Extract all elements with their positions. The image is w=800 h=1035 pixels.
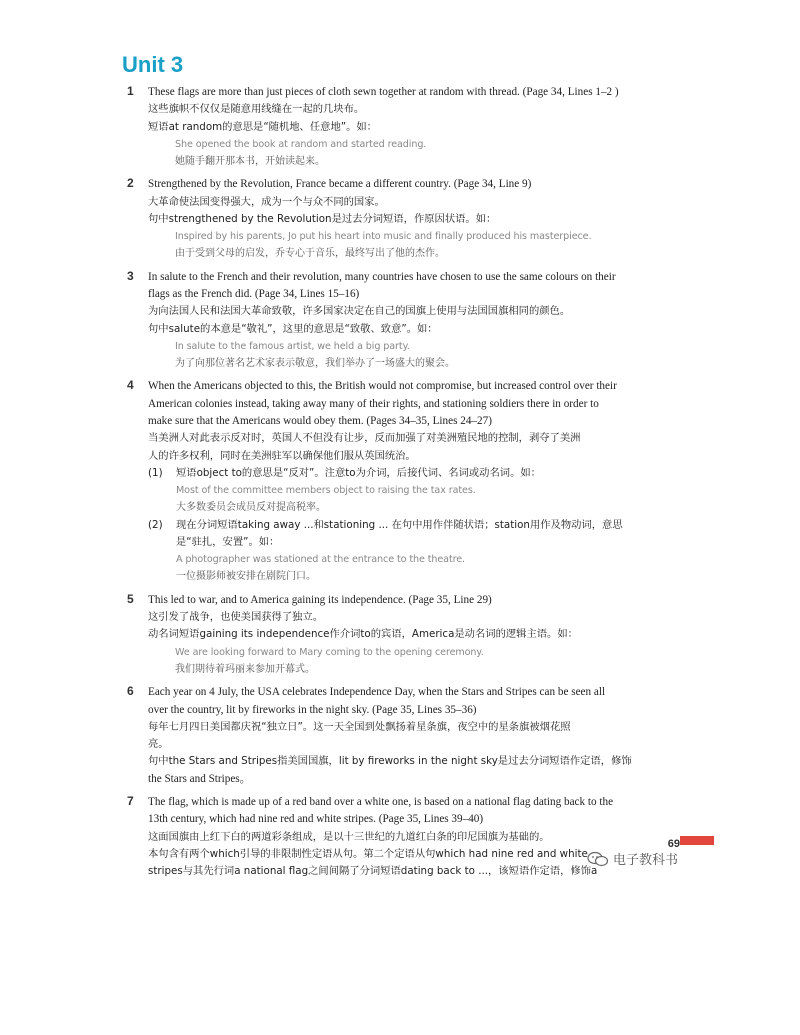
sub-note-number: (1): [148, 466, 163, 479]
explanation: 短语object to的意思是“反对”。注意to为介词，后接代词、名词或动名词。如：: [176, 466, 541, 479]
example-chinese: 大多数委员会成员反对提高税率。: [176, 502, 326, 514]
chinese-translation: 人的许多权利，同时在美洲驻军以确保他们服从英国统治。: [148, 449, 416, 462]
example-english: Inspired by his parents, Jo put his heart into music and finally produced his masterpiece.: [175, 231, 592, 243]
item-number: 2: [127, 176, 134, 191]
sub-note-number: (2): [148, 518, 163, 531]
english-sentence: When the Americans objected to this, the British would not compromise, but increased control over their: [148, 380, 617, 393]
item-number: 1: [127, 84, 134, 98]
explanation: 句中salute的本意是“敬礼”，这里的意思是“致敬、致意”。如：: [148, 322, 438, 335]
note-item: [127, 84, 687, 170]
sub-note: [148, 465, 687, 517]
explanation: stripes与其先行词a national flag之间间隔了分词短语dating back to ...，该短语作定语，修饰a: [148, 865, 598, 878]
chinese-translation: 大革命使法国变得强大，成为一个与众不同的国家。: [148, 195, 385, 208]
english-sentence: This led to war, and to America gaining its independence. (Page 35, Line 29): [148, 593, 492, 606]
example-chinese: 一位摄影师被安排在剧院门口。: [176, 571, 316, 583]
example-english: In salute to the famous artist, we held a big party.: [175, 340, 410, 352]
example-english: She opened the book at random and started reading.: [175, 138, 427, 150]
explanation: 现在分词短语taking away ...和stationing ... 在句中用作伴随状语；station用作及物动词，意思: [176, 518, 623, 531]
item-number: 7: [127, 794, 134, 809]
example-chinese: 为了向那位著名艺术家表示敬意，我们举办了一场盛大的聚会。: [175, 357, 455, 369]
chinese-translation: 每年七月四日美国都庆祝“独立日”。这一天全国到处飘扬着星条旗，夜空中的星条旗被烟花照: [148, 720, 571, 733]
explanation: 短语at random的意思是“随机地、任意地”。如：: [148, 120, 377, 133]
english-sentence: over the country, lit by fireworks in the night sky. (Page 35, Lines 35–36): [148, 703, 477, 716]
note-item: [127, 684, 687, 788]
english-sentence: These flags are more than just pieces of cloth sewn together at random with thread. (Page 34, Lines 1–2 ): [148, 86, 619, 98]
example-chinese: 她随手翻开那本书，开始读起来。: [175, 155, 325, 167]
page-number: 69: [667, 838, 680, 850]
explanation: 本句含有两个which引导的非限制性定语从句。第二个定语从句which had nine red and white: [148, 847, 588, 860]
note-item: [127, 176, 687, 262]
english-sentence: In salute to the French and their revolution, many countries have chosen to use the same colours on their: [148, 270, 616, 283]
notes-list: [127, 84, 687, 887]
note-item: [127, 592, 687, 678]
item-number: 6: [127, 684, 134, 699]
chinese-translation: 为向法国人民和法国大革命致敬，许多国家决定在自己的国旗上使用与法国国旗相同的颜色。: [148, 305, 571, 318]
note-item: [127, 269, 687, 373]
chinese-translation: 这些旗帜不仅仅是随意用线缝在一起的几块布。: [148, 103, 365, 116]
item-number: 3: [127, 268, 134, 283]
english-sentence: Strengthened by the Revolution, France became a different country. (Page 34, Line 9): [148, 178, 532, 191]
wechat-icon: [587, 851, 609, 867]
english-sentence: 13th century, which had nine red and white stripes. (Page 35, Lines 39–40): [148, 813, 484, 826]
chinese-translation: 这面国旗由上红下白的两道彩条组成，是以十三世纪的九道红白条的印尼国旗为基础的。: [148, 830, 550, 843]
sub-note: [148, 517, 687, 586]
item-number: 5: [127, 591, 134, 606]
chinese-translation: 亮。: [148, 738, 169, 751]
watermark-text: 电子教科书: [613, 853, 679, 868]
note-item: [127, 378, 687, 585]
chinese-translation: 当美洲人对此表示反对时，英国人不但没有让步，反而加强了对美洲殖民地的控制，剥夺了美洲: [148, 432, 581, 445]
explanation: 是“驻扎，安置”。如：: [176, 536, 280, 549]
example-chinese: 由于受到父母的启发，乔专心于音乐，最终写出了他的杰作。: [175, 248, 445, 260]
example-english: A photographer was stationed at the entrance to the theatre.: [176, 554, 465, 566]
explanation: the Stars and Stripes。: [148, 772, 251, 785]
english-sentence: flags as the French did. (Page 34, Lines 15–16): [148, 288, 360, 301]
explanation: 动名词短语gaining its independence作介词to的宾语，America是动名词的逻辑主语。如：: [148, 628, 578, 641]
watermark: [587, 849, 678, 868]
unit-title: Unit 3: [122, 52, 184, 77]
english-sentence: Each year on 4 July, the USA celebrates Independence Day, when the Stars and Stripes can be seen all: [148, 686, 606, 699]
example-chinese: 我们期待着玛丽来参加开幕式。: [175, 663, 315, 675]
example-english: Most of the committee members object to raising the tax rates.: [176, 485, 476, 497]
english-sentence: The flag, which is made up of a red band over a white one, is based on a national flag dating back to the: [148, 796, 614, 809]
example-english: We are looking forward to Mary coming to the opening ceremony.: [175, 646, 484, 658]
page-accent-bar: [680, 836, 714, 845]
english-sentence: American colonies instead, taking away many of their rights, and stationing soldiers there in order to: [148, 397, 599, 410]
explanation: 句中the Stars and Stripes指美国国旗，lit by fireworks in the night sky是过去分词短语作定语，修饰: [148, 755, 632, 768]
english-sentence: make sure that the Americans would obey them. (Pages 34–35, Lines 24–27): [148, 415, 492, 428]
explanation: 句中strengthened by the Revolution是过去分词短语，作原因状语。如：: [148, 212, 497, 225]
chinese-translation: 这引发了战争，也使美国获得了独立。: [148, 611, 324, 624]
item-number: 4: [127, 378, 134, 393]
